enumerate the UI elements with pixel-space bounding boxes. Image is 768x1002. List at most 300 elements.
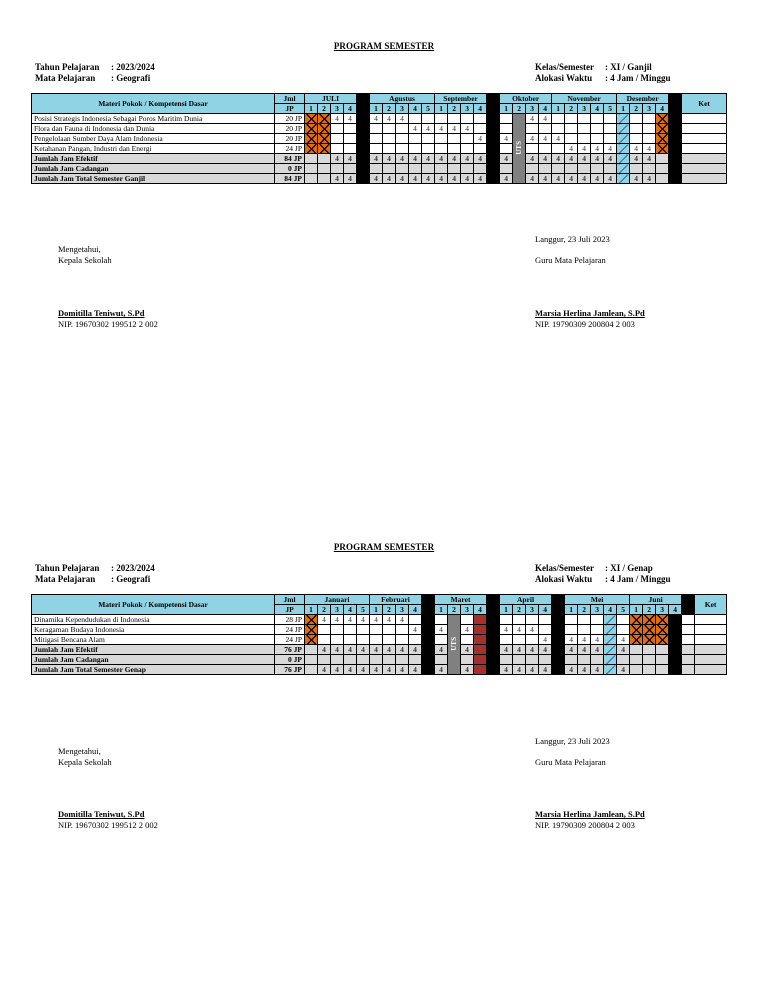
week-cell <box>435 615 448 625</box>
table-row <box>32 164 727 174</box>
header-week: 3 <box>578 104 591 114</box>
header-month: November <box>552 94 617 104</box>
week-cell <box>604 164 617 174</box>
week-cell: 4 <box>539 114 552 124</box>
ket-cell <box>695 655 727 665</box>
week-cell <box>461 635 474 645</box>
week-cell <box>487 174 500 184</box>
week-cell: 4 <box>435 154 448 164</box>
week-cell <box>344 164 357 174</box>
materi-cell: Jumlah Jam Efektif <box>32 154 275 164</box>
week-cell <box>630 615 643 625</box>
header-week: 2 <box>513 605 526 615</box>
separator-cell <box>487 94 500 114</box>
week-cell <box>409 114 422 124</box>
week-cell <box>565 124 578 134</box>
week-cell <box>305 114 318 124</box>
header-week: 3 <box>591 605 604 615</box>
materi-cell: Keragaman Budaya Indonesia <box>32 625 275 635</box>
week-cell <box>331 625 344 635</box>
week-cell: 4 <box>630 174 643 184</box>
week-cell <box>435 164 448 174</box>
week-cell <box>487 665 500 675</box>
table-row <box>32 134 727 144</box>
week-cell <box>383 134 396 144</box>
week-cell: 4 <box>539 134 552 144</box>
week-cell <box>305 665 318 675</box>
week-cell <box>370 164 383 174</box>
week-cell <box>578 164 591 174</box>
ket-cell <box>695 635 727 645</box>
week-cell <box>357 655 370 665</box>
header-week: 3 <box>396 605 409 615</box>
week-cell <box>305 124 318 134</box>
week-cell <box>604 114 617 124</box>
week-cell <box>539 615 552 625</box>
week-cell <box>344 134 357 144</box>
week-cell: 4 <box>448 174 461 184</box>
week-cell <box>383 635 396 645</box>
week-cell <box>630 124 643 134</box>
table-row <box>32 645 727 655</box>
header-week: 4 <box>656 104 669 114</box>
header-week: 2 <box>578 605 591 615</box>
week-cell: 4 <box>409 154 422 164</box>
week-cell <box>682 615 695 625</box>
week-cell: 4 <box>435 645 448 655</box>
jp-cell: 76 JP <box>275 665 305 675</box>
week-cell: 4 <box>630 144 643 154</box>
week-cell <box>604 124 617 134</box>
jp-cell: 0 JP <box>275 655 305 665</box>
week-cell: 4 <box>331 174 344 184</box>
table-row <box>32 635 727 645</box>
week-cell: 4 <box>344 615 357 625</box>
header-week: 1 <box>370 605 383 615</box>
week-cell: 4 <box>435 124 448 134</box>
week-cell: 4 <box>591 154 604 164</box>
week-cell <box>487 124 500 134</box>
alokasi-value: : 4 Jam / Minggu <box>605 73 671 83</box>
week-cell: 4 <box>500 134 513 144</box>
week-cell <box>370 655 383 665</box>
week-cell <box>344 635 357 645</box>
week-cell: 4 <box>461 124 474 134</box>
week-cell <box>643 134 656 144</box>
week-cell <box>487 625 500 635</box>
week-cell <box>474 124 487 134</box>
week-cell <box>526 655 539 665</box>
week-cell <box>409 144 422 154</box>
week-cell <box>500 655 513 665</box>
week-cell: 4 <box>396 174 409 184</box>
week-cell <box>513 655 526 665</box>
week-cell <box>422 615 435 625</box>
table-row <box>32 615 727 625</box>
jp-cell: 24 JP <box>275 625 305 635</box>
week-cell <box>669 635 682 645</box>
week-cell <box>474 144 487 154</box>
week-cell <box>539 625 552 635</box>
week-cell <box>383 625 396 635</box>
tahun-label: Tahun Pelajaran <box>35 563 100 573</box>
week-cell <box>656 164 669 174</box>
table-row <box>32 625 727 635</box>
week-cell <box>682 635 695 645</box>
table-row <box>32 154 727 164</box>
header-week: 1 <box>565 605 578 615</box>
header-week: 1 <box>500 104 513 114</box>
week-cell <box>513 635 526 645</box>
header-week: 5 <box>357 605 370 615</box>
week-cell <box>643 665 656 675</box>
header-month: JULI <box>305 94 357 104</box>
header-week: 2 <box>513 104 526 114</box>
week-cell <box>526 144 539 154</box>
week-cell: 4 <box>318 615 331 625</box>
ket-cell <box>682 164 727 174</box>
week-cell <box>591 625 604 635</box>
week-cell: 4 <box>643 144 656 154</box>
table-row <box>32 124 727 134</box>
week-cell <box>643 635 656 645</box>
header-month: Desember <box>617 94 669 104</box>
week-cell <box>656 665 669 675</box>
ket-cell <box>695 625 727 635</box>
week-cell <box>318 114 331 124</box>
week-cell <box>552 144 565 154</box>
header-week: 4 <box>344 605 357 615</box>
mengetahui-ganjil <box>58 244 112 266</box>
week-cell: 4 <box>448 154 461 164</box>
week-cell <box>318 124 331 134</box>
table-row <box>32 655 727 665</box>
week-cell: 4 <box>383 114 396 124</box>
week-cell <box>461 144 474 154</box>
separator-cell <box>422 595 435 615</box>
week-cell <box>656 154 669 164</box>
week-cell: 4 <box>344 154 357 164</box>
week-cell <box>669 615 682 625</box>
week-cell <box>630 164 643 174</box>
week-cell <box>474 625 487 635</box>
header-month: Januari <box>305 595 370 605</box>
week-cell <box>474 164 487 174</box>
week-cell: 4 <box>500 665 513 675</box>
week-cell: 4 <box>370 154 383 164</box>
header-month: Oktober <box>500 94 552 104</box>
week-cell: 4 <box>604 174 617 184</box>
week-cell <box>422 144 435 154</box>
week-cell <box>318 134 331 144</box>
header-week: 1 <box>552 104 565 114</box>
week-cell <box>591 124 604 134</box>
week-cell <box>656 625 669 635</box>
page-title-genap: PROGRAM SEMESTER <box>333 542 435 552</box>
week-cell <box>513 114 526 184</box>
week-cell <box>643 164 656 174</box>
header-week: 1 <box>435 104 448 114</box>
week-cell <box>669 625 682 635</box>
week-cell <box>370 134 383 144</box>
week-cell <box>357 174 370 184</box>
ket-cell <box>695 615 727 625</box>
separator-cell <box>669 94 682 114</box>
kelas-label: Kelas/Semester <box>535 62 594 72</box>
header-week: 5 <box>422 104 435 114</box>
week-cell: 4 <box>617 665 630 675</box>
week-cell <box>357 134 370 144</box>
week-cell: 4 <box>604 154 617 164</box>
header-week: 4 <box>591 104 604 114</box>
header-jp: JP <box>275 605 305 615</box>
week-cell: 4 <box>383 615 396 625</box>
week-cell <box>409 655 422 665</box>
week-cell: 4 <box>383 154 396 164</box>
ket-cell <box>682 124 727 134</box>
week-cell: 4 <box>578 645 591 655</box>
ket-cell <box>682 134 727 144</box>
week-cell <box>682 645 695 655</box>
week-cell: 4 <box>474 174 487 184</box>
week-cell <box>357 625 370 635</box>
week-cell: 4 <box>643 174 656 184</box>
week-cell: 4 <box>357 645 370 655</box>
mapel-value: : Geografi <box>111 73 151 83</box>
header-week: 3 <box>461 605 474 615</box>
week-cell <box>344 144 357 154</box>
header-month: Maret <box>435 595 487 605</box>
week-cell <box>578 134 591 144</box>
week-cell: 4 <box>422 124 435 134</box>
ket-cell <box>682 144 727 154</box>
week-cell <box>396 124 409 134</box>
header-week: 4 <box>539 104 552 114</box>
week-cell <box>591 114 604 124</box>
materi-cell: Dinamika Kependudukan di Indonesia <box>32 615 275 625</box>
header-week: 4 <box>409 104 422 114</box>
week-cell: 4 <box>409 124 422 134</box>
week-cell <box>344 655 357 665</box>
date-ganjil: Langgur, 23 Juli 2023 <box>535 234 610 244</box>
week-cell <box>435 635 448 645</box>
week-cell <box>331 164 344 174</box>
week-cell: 4 <box>396 154 409 164</box>
week-cell <box>474 615 487 625</box>
week-cell <box>630 655 643 665</box>
week-cell <box>500 124 513 134</box>
week-cell <box>396 144 409 154</box>
week-cell <box>669 645 682 655</box>
kepsek-block-ganjil <box>58 308 158 330</box>
week-cell <box>305 625 318 635</box>
jp-cell: 24 JP <box>275 144 305 154</box>
week-cell <box>435 134 448 144</box>
week-cell <box>448 164 461 174</box>
jp-cell: 20 JP <box>275 124 305 134</box>
week-cell <box>500 114 513 124</box>
kepsek-name: Domitilla Teniwut, S.Pd <box>58 308 145 318</box>
header-week: 2 <box>565 104 578 114</box>
week-cell: 4 <box>552 134 565 144</box>
week-cell <box>500 615 513 625</box>
header-month: September <box>435 94 487 104</box>
week-cell <box>474 635 487 645</box>
header-month: Februari <box>370 595 422 605</box>
week-cell: 4 <box>617 635 630 645</box>
week-cell <box>591 655 604 665</box>
week-cell: 4 <box>461 625 474 635</box>
guru-text-ganjil: Guru Mata Pelajaran <box>535 255 606 265</box>
kelas-value: : XI / Ganjil <box>605 62 652 72</box>
week-cell: 4 <box>396 665 409 675</box>
week-cell: 4 <box>526 134 539 144</box>
week-cell <box>461 134 474 144</box>
week-cell: 4 <box>357 665 370 675</box>
alokasi-label: Alokasi Waktu <box>535 73 593 83</box>
week-cell: 4 <box>500 154 513 164</box>
tahun-label: Tahun Pelajaran <box>35 62 100 72</box>
materi-cell: Ketahanan Pangan, Industri dan Energi <box>32 144 275 154</box>
week-cell <box>604 655 617 665</box>
week-cell <box>604 645 617 655</box>
week-cell <box>331 635 344 645</box>
week-cell <box>461 164 474 174</box>
materi-cell: Jumlah Jam Efektif <box>32 645 275 655</box>
ket-cell <box>695 665 727 675</box>
kepala-text: Kepala Sekolah <box>58 757 112 767</box>
week-cell <box>578 114 591 124</box>
week-cell <box>318 154 331 164</box>
week-cell <box>643 615 656 625</box>
week-cell <box>396 625 409 635</box>
week-cell <box>409 164 422 174</box>
table-row <box>32 144 727 154</box>
week-cell: 4 <box>617 645 630 655</box>
week-cell <box>565 164 578 174</box>
week-cell <box>656 655 669 665</box>
header-week: 3 <box>643 104 656 114</box>
header-row <box>32 595 727 605</box>
ket-cell <box>682 114 727 124</box>
header-week: 2 <box>318 605 331 615</box>
week-cell <box>487 615 500 625</box>
info-left-ganjil <box>35 62 155 84</box>
header-week: 4 <box>344 104 357 114</box>
header-week: 1 <box>370 104 383 114</box>
week-cell <box>448 134 461 144</box>
mengetahui-text: Mengetahui, <box>58 746 101 756</box>
week-cell <box>461 114 474 124</box>
table-row <box>32 174 727 184</box>
materi-cell: Jumlah Jam Total Semester Genap <box>32 665 275 675</box>
header-month: April <box>500 595 552 605</box>
info-right-genap <box>535 563 671 585</box>
week-cell <box>604 635 617 645</box>
mapel-value: : Geografi <box>111 574 151 584</box>
week-cell: 4 <box>643 154 656 164</box>
week-cell: 4 <box>500 625 513 635</box>
week-cell <box>682 625 695 635</box>
week-cell <box>474 645 487 655</box>
header-month: Mei <box>565 595 630 605</box>
week-cell <box>565 114 578 124</box>
week-cell <box>487 645 500 655</box>
week-cell: 4 <box>552 174 565 184</box>
week-cell: 4 <box>461 154 474 164</box>
week-cell: 4 <box>539 635 552 645</box>
header-week: 3 <box>656 605 669 615</box>
week-cell: 4 <box>591 635 604 645</box>
week-cell: 4 <box>344 645 357 655</box>
separator-cell <box>487 595 500 615</box>
week-cell <box>448 144 461 154</box>
week-cell: 4 <box>526 174 539 184</box>
week-cell <box>344 625 357 635</box>
week-cell: 4 <box>513 625 526 635</box>
week-cell: 4 <box>565 174 578 184</box>
header-jp: JP <box>275 104 305 114</box>
week-cell: 4 <box>526 665 539 675</box>
week-cell: 4 <box>331 154 344 164</box>
header-week: 4 <box>669 605 682 615</box>
header-week: 5 <box>617 605 630 615</box>
week-cell <box>461 615 474 625</box>
week-cell <box>669 114 682 124</box>
uts-label: UTS <box>449 636 458 651</box>
week-cell <box>526 635 539 645</box>
week-cell: 4 <box>526 625 539 635</box>
jp-cell: 20 JP <box>275 134 305 144</box>
header-jml: Jml <box>275 94 305 104</box>
header-ket: Ket <box>695 595 727 615</box>
week-cell <box>305 174 318 184</box>
week-cell <box>539 164 552 174</box>
schedule-table-genap <box>31 594 727 675</box>
week-cell: 4 <box>591 174 604 184</box>
week-cell: 4 <box>461 645 474 655</box>
week-cell: 4 <box>344 114 357 124</box>
week-cell: 4 <box>539 645 552 655</box>
week-cell <box>578 625 591 635</box>
schedule-table-ganjil <box>31 93 727 184</box>
week-cell <box>617 625 630 635</box>
week-cell: 4 <box>526 114 539 124</box>
week-cell: 4 <box>318 645 331 655</box>
week-cell <box>435 114 448 124</box>
week-cell <box>422 635 435 645</box>
week-cell <box>591 134 604 144</box>
week-cell <box>474 655 487 665</box>
week-cell <box>630 645 643 655</box>
week-cell: 4 <box>409 645 422 655</box>
mengetahui-genap <box>58 746 112 768</box>
week-cell <box>305 154 318 164</box>
week-cell <box>318 625 331 635</box>
week-cell <box>357 164 370 174</box>
week-cell <box>370 625 383 635</box>
week-cell <box>396 164 409 174</box>
week-cell <box>305 144 318 154</box>
week-cell <box>617 655 630 665</box>
week-cell: 4 <box>591 665 604 675</box>
guru-block-ganjil <box>535 308 645 330</box>
week-cell <box>552 655 565 665</box>
week-cell <box>643 625 656 635</box>
week-cell <box>656 174 669 184</box>
week-cell: 4 <box>370 615 383 625</box>
week-cell <box>656 645 669 655</box>
